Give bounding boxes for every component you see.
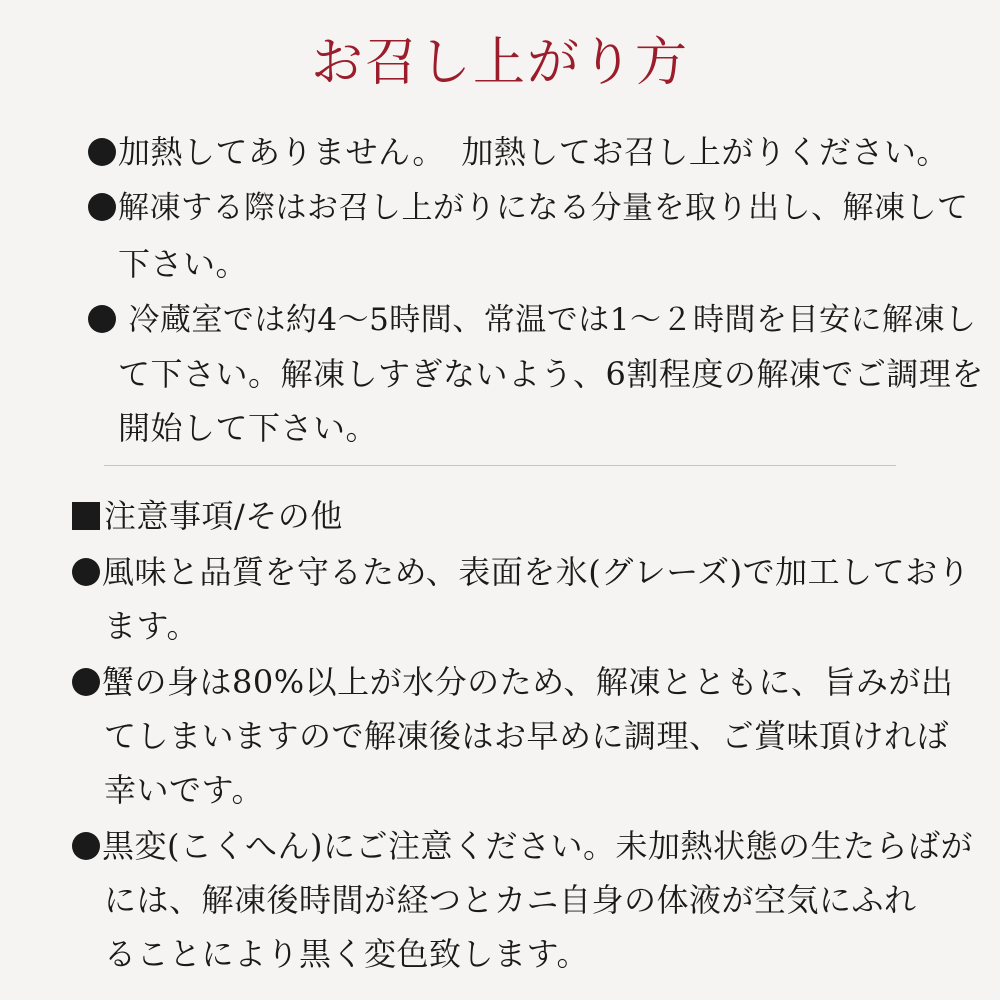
square-bullet-icon	[72, 502, 100, 530]
notes-heading-text: 注意事項/その他	[104, 497, 343, 535]
notes-item-1	[72, 552, 970, 592]
notes-item-3-text: 黒変(こくへん)にご注意ください。未加熱状態の生たらばが	[102, 827, 973, 865]
howto-item-3-continued-2: 開始して下さい。	[118, 409, 379, 447]
howto-item-2	[88, 188, 969, 228]
bullet-icon	[88, 138, 116, 166]
section-divider	[104, 465, 896, 466]
notes-item-1-text: 風味と品質を守るため、表面を氷(グレーズ)で加工しており	[102, 553, 971, 591]
notes-heading	[72, 496, 343, 536]
bullet-icon	[72, 832, 100, 860]
notes-item-1-continued: ます。	[104, 607, 199, 645]
howto-item-2-text: 解凍する際はお召し上がりになる分量を取り出し、解凍して	[118, 190, 969, 226]
bullet-icon	[88, 193, 116, 221]
notes-item-2-text: 蟹の身は80%以上が水分のため、解凍とともに、旨みが出	[102, 663, 954, 701]
notes-item-3-continued-1: には、解凍後時間が経つとカニ自身の体液が空気にふれ	[104, 881, 917, 919]
page-title: お召し上がり方	[310, 33, 689, 93]
notes-item-3	[72, 826, 973, 866]
bullet-icon	[72, 668, 100, 696]
howto-item-2-continued: 下さい。	[118, 245, 249, 283]
howto-item-3	[88, 300, 977, 340]
howto-item-1-text: 加熱してありません。 加熱してお召し上がりください。	[118, 133, 949, 171]
bullet-icon	[72, 558, 100, 586]
notes-item-2-continued-2: 幸いです。	[104, 771, 264, 809]
howto-item-3-text: 冷蔵室では約4～5時間、常温では1～２時間を目安に解凍し	[118, 302, 977, 338]
notes-item-3-continued-2: ることにより黒く変色致します。	[104, 935, 589, 973]
bullet-icon	[88, 305, 116, 333]
notes-item-2	[72, 662, 953, 702]
howto-item-3-continued-1: て下さい。解凍しすぎないよう、6割程度の解凍でご調理を	[118, 355, 984, 393]
notes-item-2-continued-1: てしまいますので解凍後はお早めに調理、ご賞味頂ければ	[104, 717, 950, 755]
howto-item-1	[88, 132, 949, 172]
